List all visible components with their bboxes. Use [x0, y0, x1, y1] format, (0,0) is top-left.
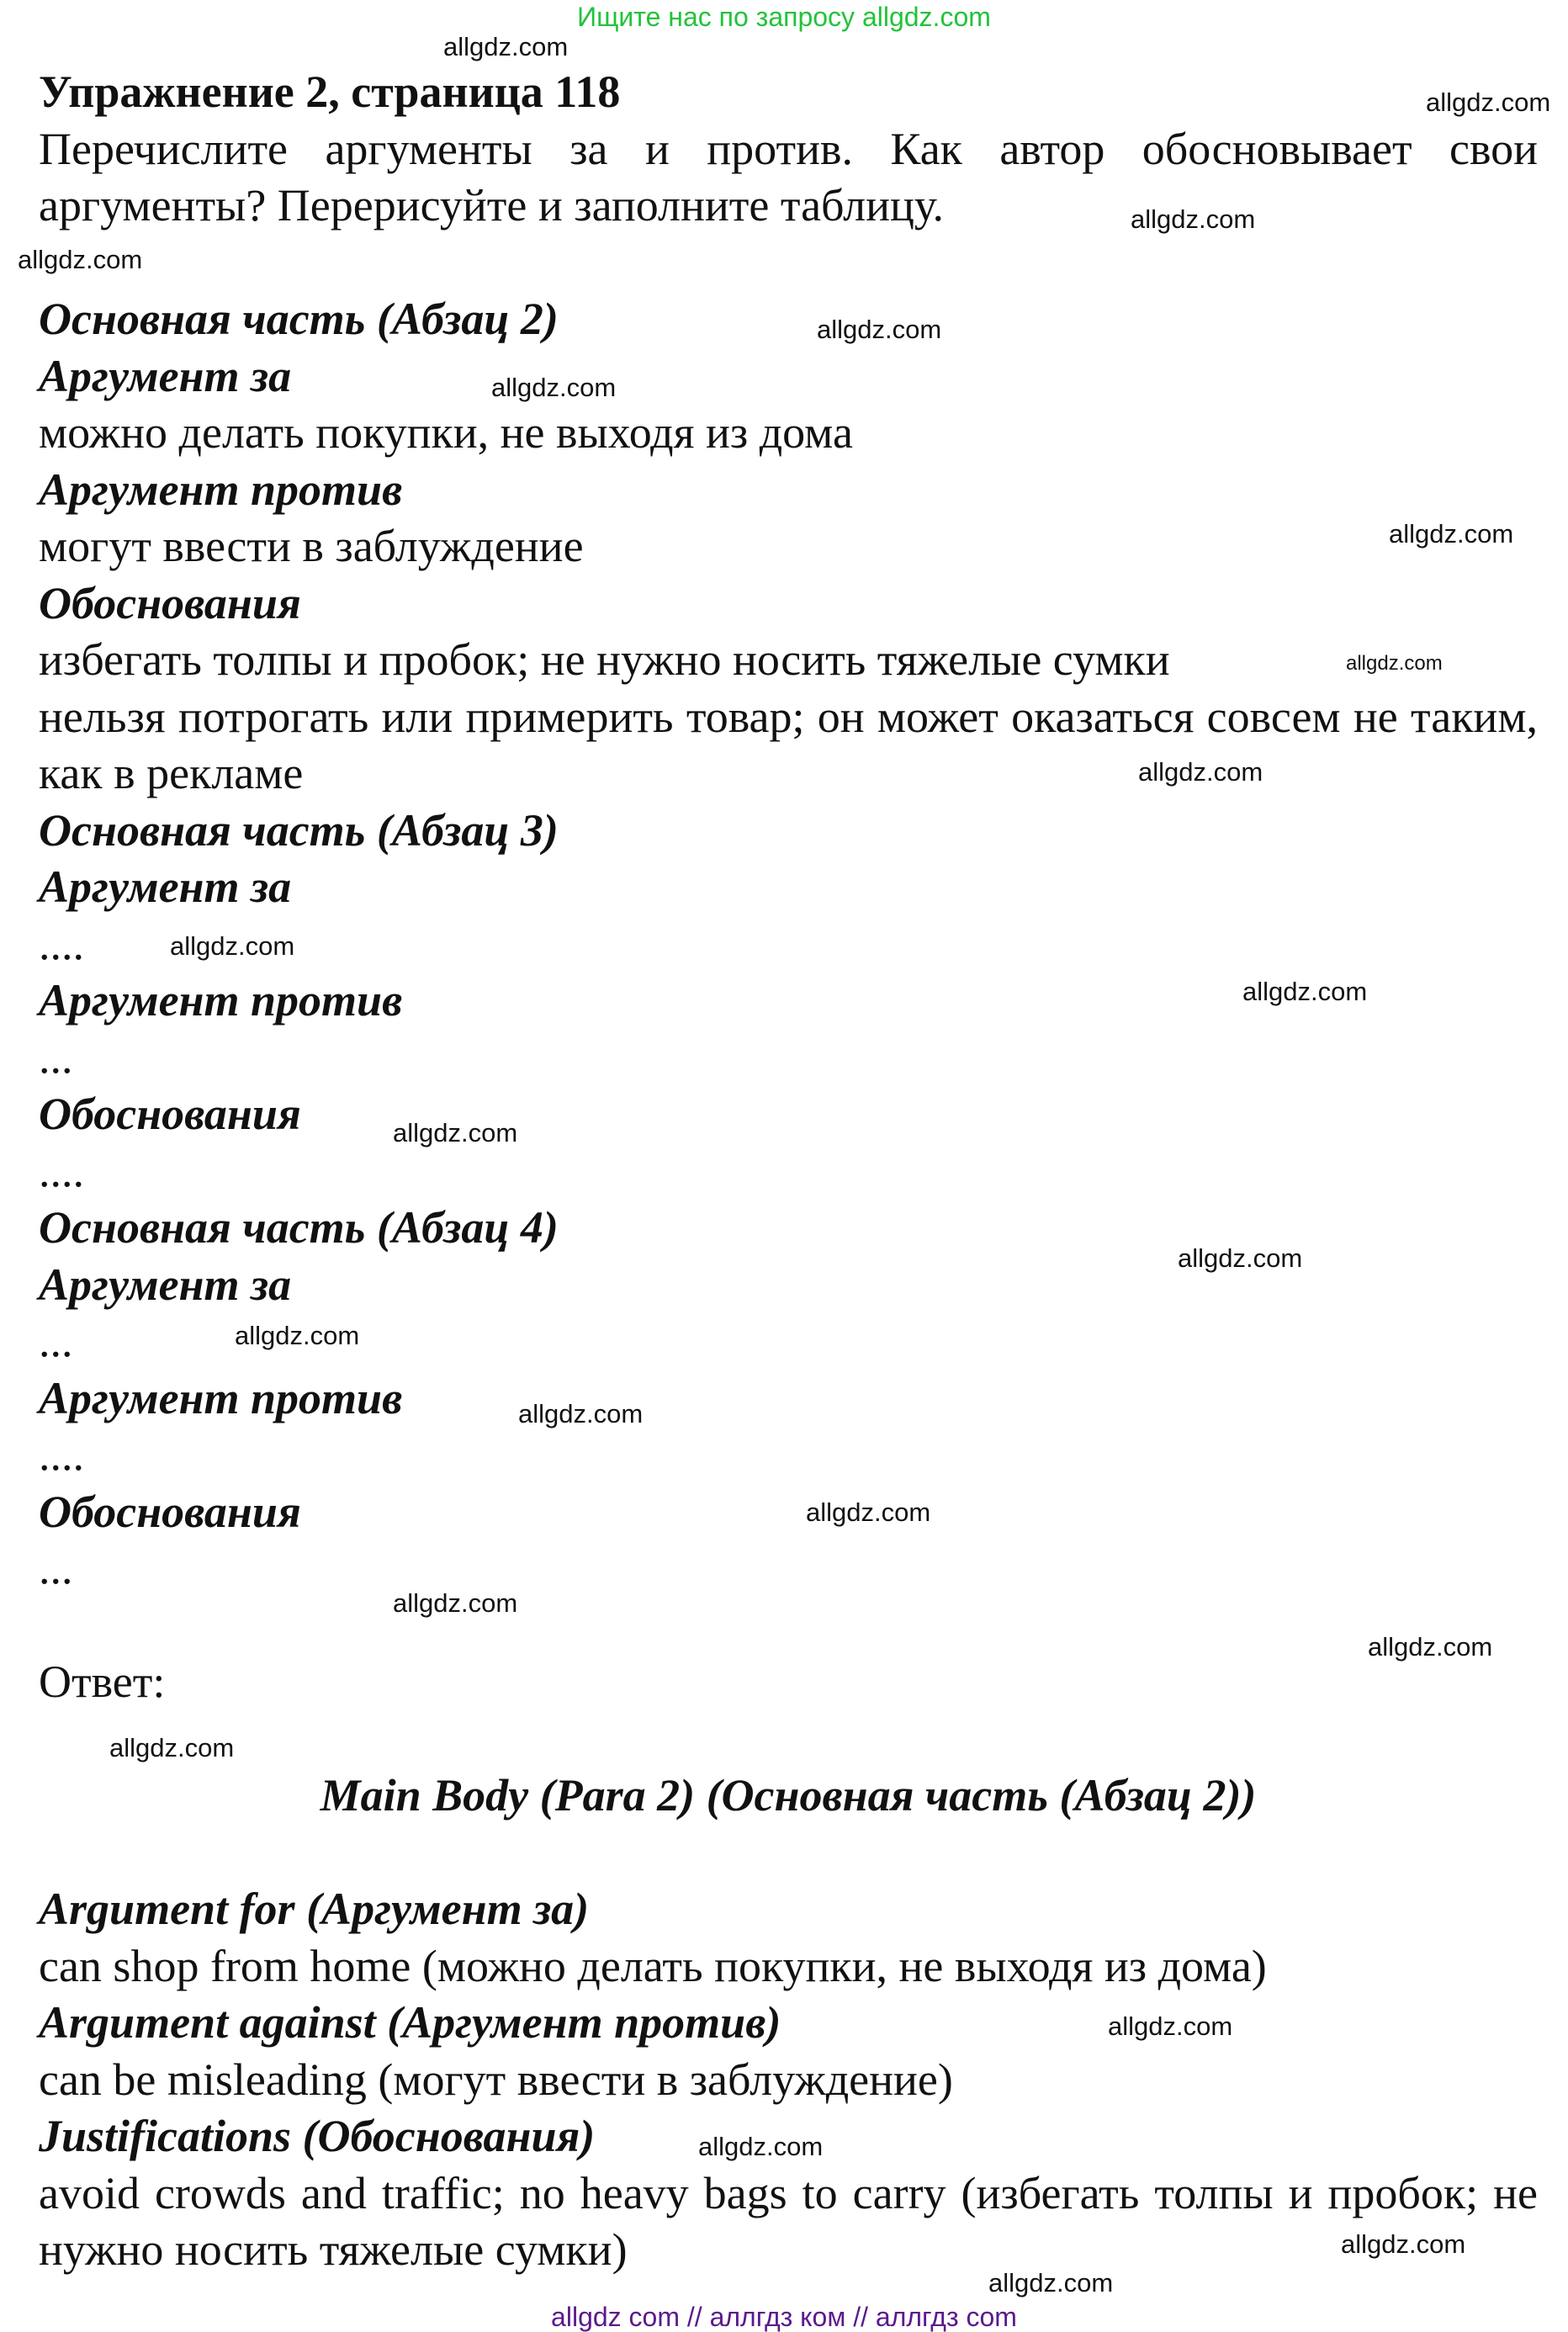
watermark: allgdz.com: [1108, 2011, 1233, 2041]
watermark: allgdz.com: [443, 32, 569, 61]
argument-for-text: ...: [39, 1316, 73, 1366]
argument-for-label: Аргумент за: [39, 861, 292, 912]
argument-against-text: могут ввести в заблуждение: [39, 521, 584, 571]
answer-justifications-label: Justifications (Обоснования): [39, 2111, 596, 2161]
justifications-label: Обоснования: [39, 1486, 301, 1537]
watermark: allgdz.com: [1368, 1632, 1493, 1662]
answer-against-label: Argument against (Аргумент против): [39, 1997, 781, 2048]
watermark: allgdz.com: [1131, 204, 1256, 234]
watermark: allgdz.com: [1389, 519, 1514, 549]
exercise-title: Упражнение 2, страница 118: [39, 66, 621, 117]
watermark: allgdz.com: [1341, 2229, 1466, 2259]
argument-against-label: Аргумент против: [39, 464, 403, 515]
argument-against-label: Аргумент против: [39, 1372, 403, 1423]
justification-text: избегать толпы и пробок; не нужно носить тяжелые сумки: [39, 634, 1170, 685]
answer-against-text: can be misleading (могут ввести в заблуждение): [39, 2054, 953, 2105]
watermark: allgdz.com: [491, 373, 617, 402]
watermark: allgdz.com: [1242, 977, 1368, 1006]
section-heading: Основная часть (Абзац 2): [39, 294, 559, 344]
answer-for-text: can shop from home (можно делать покупки, не выходя из дома): [39, 1940, 1267, 1991]
answer-label: Ответ:: [39, 1656, 166, 1707]
argument-against-text: ....: [39, 1429, 84, 1480]
justification-text: ....: [39, 1145, 84, 1196]
justification-text: ...: [39, 1543, 73, 1593]
argument-against-label: Аргумент против: [39, 975, 403, 1026]
footer-watermark: allgdz com // аллгдз ком // аллгдз com: [551, 2302, 1017, 2332]
task-text: Перечислите аргументы за и против. Как автор обосновывает свои аргументы? Перерисуйте и заполните таблицу.: [39, 123, 1538, 231]
watermark: allgdz.com: [1138, 757, 1263, 787]
justifications-label: Обоснования: [39, 577, 301, 628]
watermark: allgdz.com: [18, 245, 143, 274]
watermark: allgdz.com: [170, 931, 295, 961]
argument-for-text: можно делать покупки, не выходя из дома: [39, 407, 853, 458]
watermark: allgdz.com: [1346, 652, 1443, 675]
watermark: allgdz.com: [109, 1733, 235, 1762]
watermark: allgdz.com: [1426, 87, 1551, 117]
watermark: allgdz.com: [518, 1399, 644, 1428]
watermark: allgdz.com: [817, 315, 942, 344]
argument-for-label: Аргумент за: [39, 1259, 292, 1310]
watermark: allgdz.com: [1178, 1243, 1303, 1273]
watermark: allgdz.com: [988, 2268, 1114, 2298]
watermark: allgdz.com: [393, 1588, 518, 1618]
section-heading: Основная часть (Абзац 4): [39, 1202, 559, 1253]
watermark: allgdz.com: [698, 2132, 824, 2161]
argument-against-text: ...: [39, 1031, 73, 1083]
justifications-label: Обоснования: [39, 1089, 301, 1139]
answer-heading: Main Body (Para 2) (Основная часть (Абзац 2)): [320, 1770, 1257, 1821]
watermark: allgdz.com: [393, 1118, 518, 1147]
exercise-content: [39, 64, 1538, 2279]
watermark: allgdz.com: [235, 1321, 360, 1350]
search-banner: Ищите нас по запросу allgdz.com: [577, 2, 991, 32]
argument-for-text: ....: [39, 918, 84, 969]
argument-for-label: Аргумент за: [39, 350, 292, 401]
watermark: allgdz.com: [806, 1497, 931, 1527]
answer-justification-text: avoid crowds and traffic; no heavy bags to carry (избегать толпы и пробок; не нужно носить тяжелые сумки): [39, 2167, 1538, 2275]
section-heading: Основная часть (Абзац 3): [39, 804, 559, 856]
justification-text: нельзя потрогать или примерить товар; он может оказаться совсем не таким, как в рекламе: [39, 691, 1538, 798]
answer-for-label: Argument for (Аргумент за): [39, 1884, 590, 1934]
